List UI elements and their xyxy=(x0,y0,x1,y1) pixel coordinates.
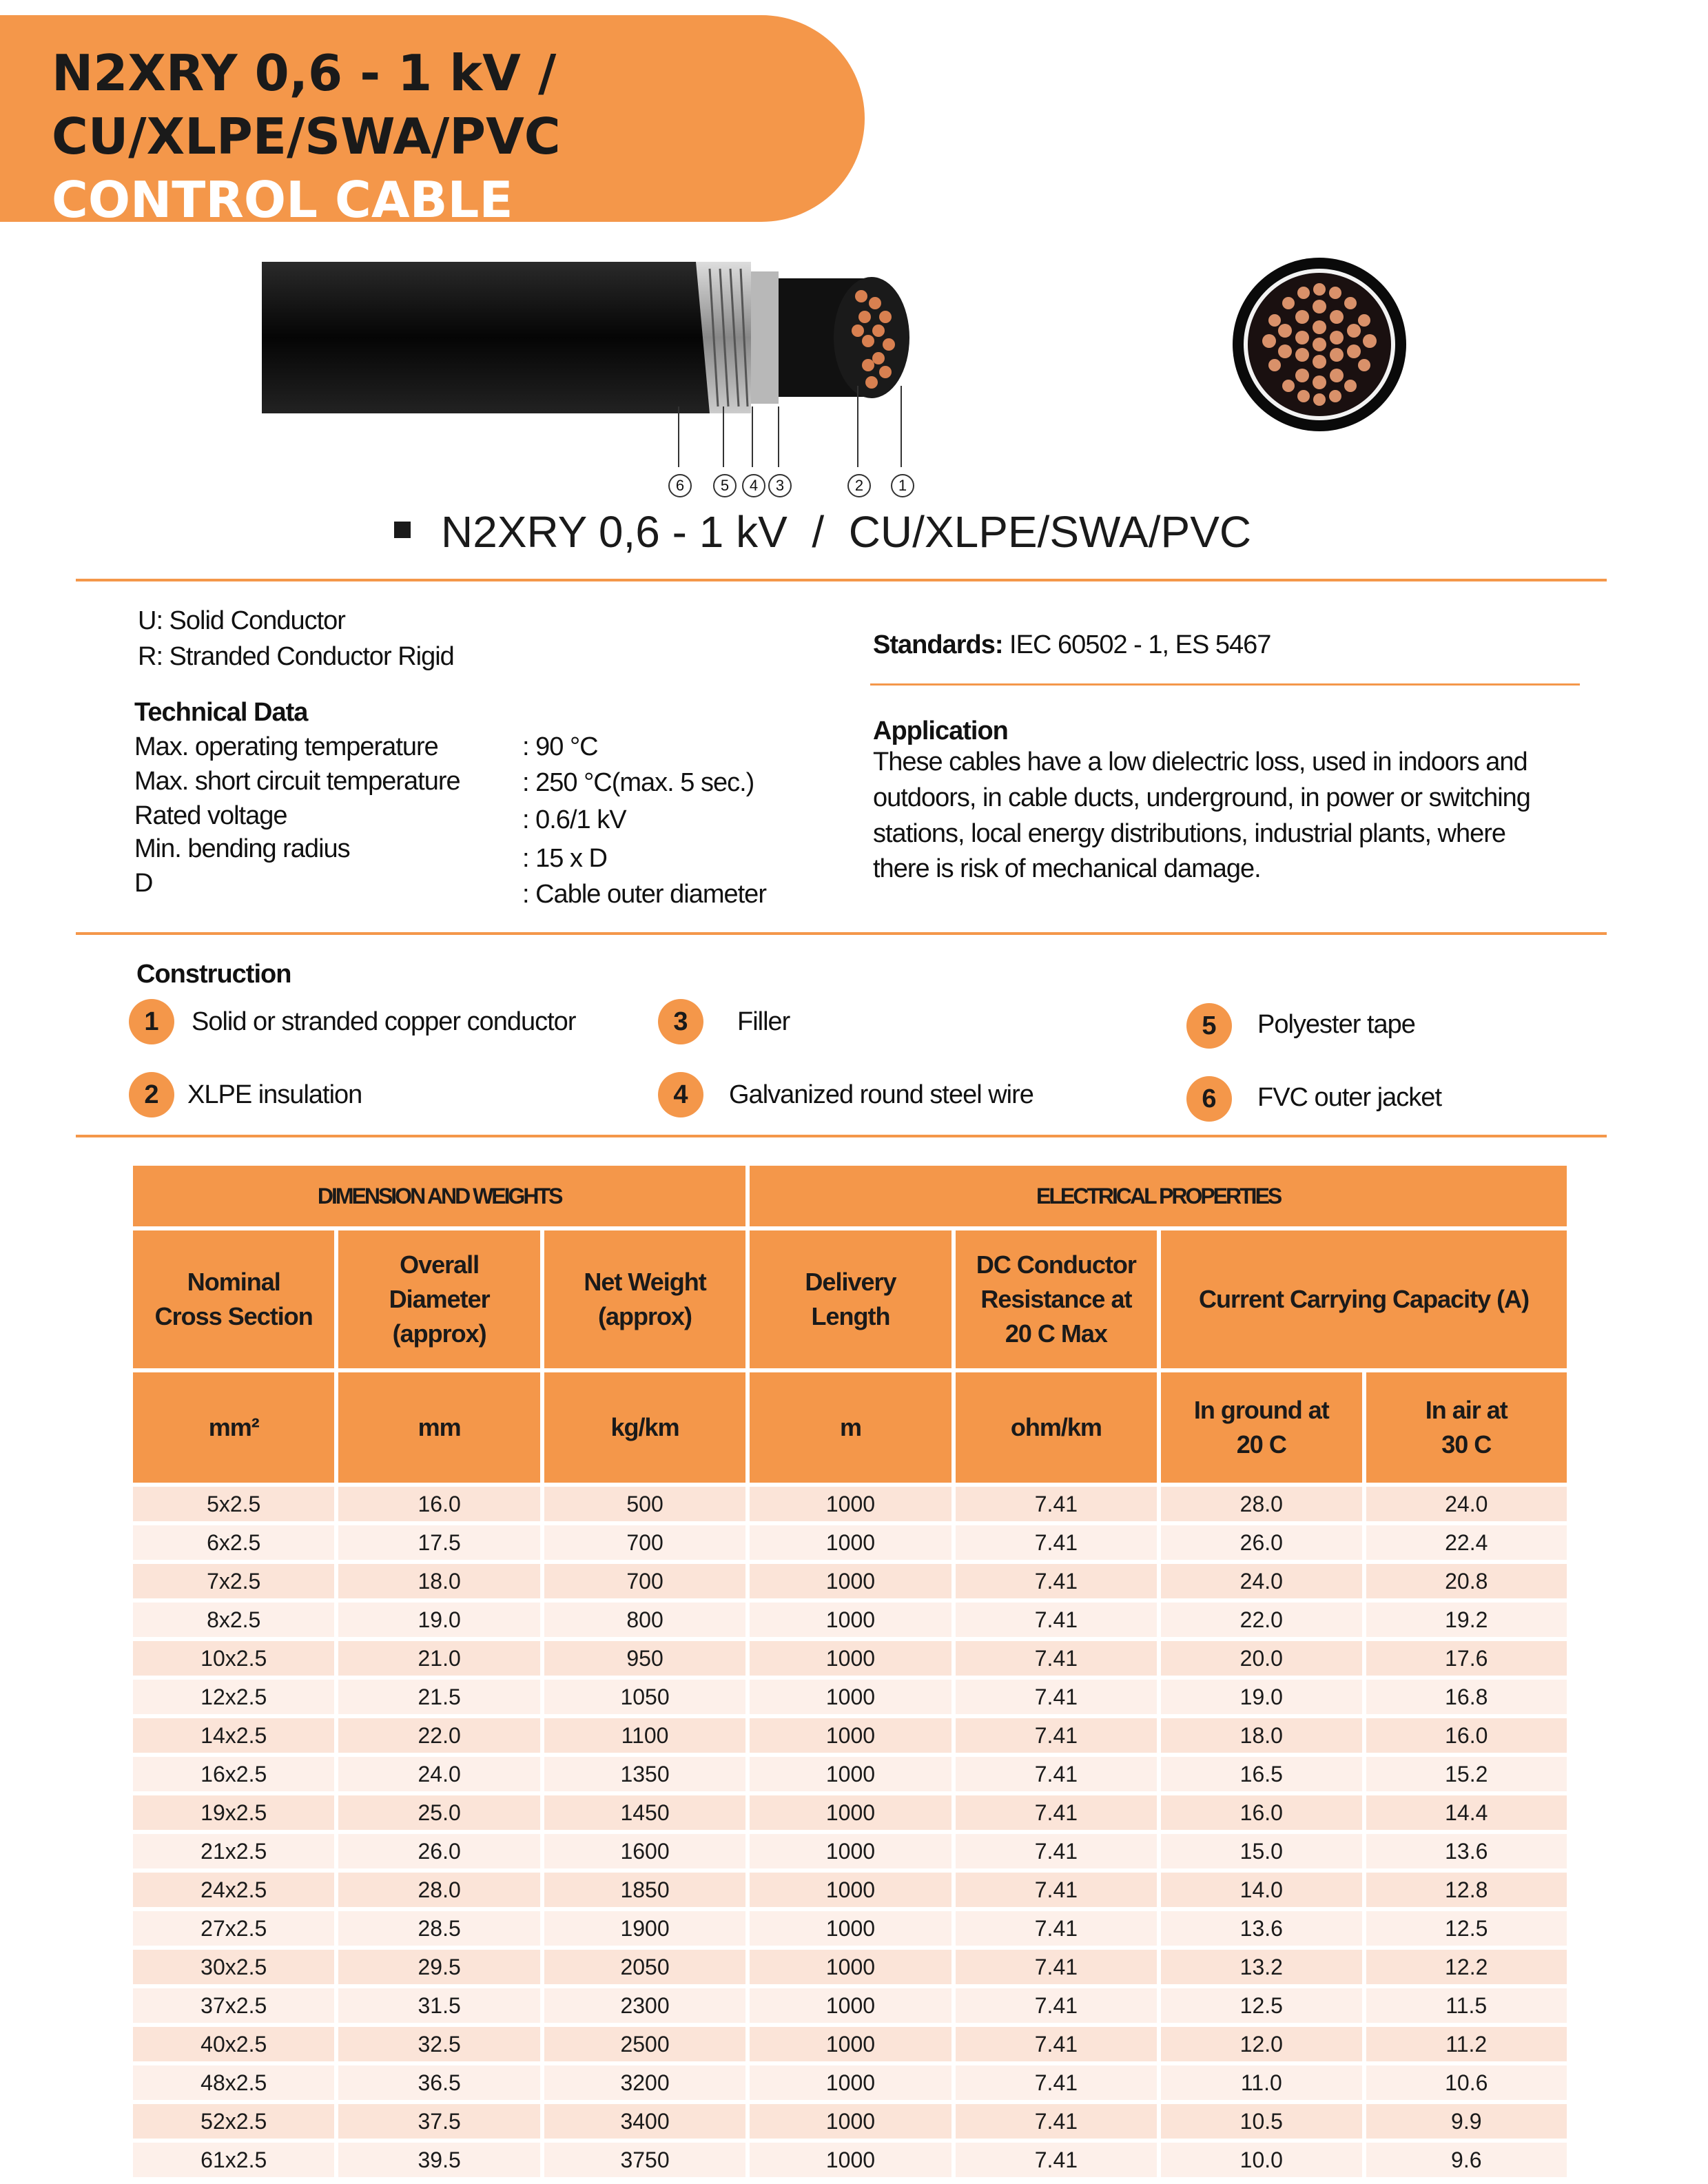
table-cell: 19x2.5 xyxy=(133,1795,334,1830)
table-cell: 28.0 xyxy=(1161,1487,1361,1521)
table-cell: 21.5 xyxy=(338,1680,539,1714)
table-cell: 1850 xyxy=(544,1873,745,1907)
table-cell: 3750 xyxy=(544,2143,745,2177)
table-cell: 3400 xyxy=(544,2104,745,2139)
table-cell: 1450 xyxy=(544,1795,745,1830)
table-cell: 8x2.5 xyxy=(133,1603,334,1637)
note-solid-conductor: U: Solid Conductor xyxy=(138,606,345,635)
table-cell: 11.2 xyxy=(1366,2027,1567,2061)
table-cell: 37x2.5 xyxy=(133,1988,334,2023)
table-cell: 16.5 xyxy=(1161,1757,1361,1791)
table-cell: 1000 xyxy=(750,1718,951,1753)
table-cell: 61x2.5 xyxy=(133,2143,334,2177)
table-cell: 12.8 xyxy=(1366,1873,1567,1907)
group-header-dimensions: DIMENSION AND WEIGHTS xyxy=(133,1166,745,1226)
table-cell: 1600 xyxy=(544,1834,745,1868)
table-cell: 1000 xyxy=(750,2104,951,2139)
application-line: stations, local energy distributions, industrial plants, where xyxy=(873,819,1506,848)
table-cell: 1000 xyxy=(750,1873,951,1907)
table-cell: 1000 xyxy=(750,1795,951,1830)
table-cell: 16.0 xyxy=(338,1487,539,1521)
table-cell: 9.9 xyxy=(1366,2104,1567,2139)
table-cell: 15.2 xyxy=(1366,1757,1567,1791)
table-cell: 1000 xyxy=(750,1564,951,1598)
table-row xyxy=(133,1757,1567,1791)
table-cell: 7.41 xyxy=(956,1641,1157,1676)
construction-item-4: Galvanized round steel wire xyxy=(729,1080,1033,1109)
table-cell: 32.5 xyxy=(338,2027,539,2061)
title-banner xyxy=(0,15,865,229)
table-cell: 20.8 xyxy=(1366,1564,1567,1598)
construction-num-1: 1 xyxy=(129,999,174,1044)
table-cell: 26.0 xyxy=(1161,1525,1361,1560)
cable-illustration xyxy=(255,248,944,496)
tech-label: Max. operating temperature xyxy=(134,732,438,761)
table-cell: 5x2.5 xyxy=(133,1487,334,1521)
table-cell: 18.0 xyxy=(338,1564,539,1598)
table-cell: 39.5 xyxy=(338,2143,539,2177)
construction-item-6: FVC outer jacket xyxy=(1257,1083,1441,1112)
table-cell: 16.8 xyxy=(1366,1680,1567,1714)
table-cell: 1000 xyxy=(750,1525,951,1560)
table-cell: 24x2.5 xyxy=(133,1873,334,1907)
application-line: there is risk of mechanical damage. xyxy=(873,854,1261,883)
table-row xyxy=(133,1834,1567,1868)
table-cell: 10.0 xyxy=(1161,2143,1361,2177)
construction-item-3: Filler xyxy=(737,1007,790,1036)
tech-label: Min. bending radius xyxy=(134,834,350,863)
table-cell: 2300 xyxy=(544,1988,745,2023)
table-cell: 17.6 xyxy=(1366,1641,1567,1676)
title-line-1: N2XRY 0,6 - 1 kV / xyxy=(52,44,557,102)
table-cell: 1000 xyxy=(750,1641,951,1676)
table-cell: 1000 xyxy=(750,1603,951,1637)
table-body xyxy=(133,1487,1567,2177)
table-cell: 2500 xyxy=(544,2027,745,2061)
note-stranded-conductor: R: Stranded Conductor Rigid xyxy=(138,642,454,671)
table-cell: 700 xyxy=(544,1564,745,1598)
divider-standards xyxy=(870,683,1580,686)
construction-item-1: Solid or stranded copper conductor xyxy=(192,1007,576,1036)
table-row xyxy=(133,1487,1567,1521)
col-header-weight: Net Weight (approx) xyxy=(544,1230,745,1368)
table-cell: 7.41 xyxy=(956,2065,1157,2100)
tech-label: D xyxy=(134,869,153,898)
table-cell: 7.41 xyxy=(956,1873,1157,1907)
construction-heading: Construction xyxy=(136,960,291,989)
table-cell: 7.41 xyxy=(956,1911,1157,1946)
table-cell: 950 xyxy=(544,1641,745,1676)
table-cell: 12x2.5 xyxy=(133,1680,334,1714)
table-cell: 7.41 xyxy=(956,1487,1157,1521)
outer-jacket xyxy=(262,262,744,413)
title-line-3: CONTROL CABLE xyxy=(52,171,513,229)
unit-mm2: mm² xyxy=(133,1372,334,1483)
table-cell: 40x2.5 xyxy=(133,2027,334,2061)
table-cell: 22.0 xyxy=(338,1718,539,1753)
col-header-current-capacity: Current Carrying Capacity (A) xyxy=(1161,1230,1567,1368)
table-cell: 10.6 xyxy=(1366,2065,1567,2100)
table-cell: 500 xyxy=(544,1487,745,1521)
tech-label: Rated voltage xyxy=(134,801,287,830)
table-row xyxy=(133,1950,1567,1984)
table-cell: 19.0 xyxy=(1161,1680,1361,1714)
tech-value: : 0.6/1 kV xyxy=(522,805,626,834)
table-cell: 16x2.5 xyxy=(133,1757,334,1791)
table-cell: 24.0 xyxy=(338,1757,539,1791)
table-cell: 31.5 xyxy=(338,1988,539,2023)
table-row xyxy=(133,1911,1567,1946)
table-cell: 7.41 xyxy=(956,1603,1157,1637)
callout-5: 5 xyxy=(713,474,737,497)
table-cell: 7.41 xyxy=(956,1795,1157,1830)
table-cell: 13.6 xyxy=(1161,1911,1361,1946)
table-row xyxy=(133,1603,1567,1637)
standards-value: IEC 60502 - 1, ES 5467 xyxy=(1002,630,1271,659)
callout-3: 3 xyxy=(768,474,792,497)
table-cell: 3200 xyxy=(544,2065,745,2100)
table-cell: 700 xyxy=(544,1525,745,1560)
table-cell: 7.41 xyxy=(956,1680,1157,1714)
specifications-table xyxy=(133,1162,1575,2181)
table-cell: 6x2.5 xyxy=(133,1525,334,1560)
product-subtitle: N2XRY 0,6 - 1 kV / CU/XLPE/SWA/PVC xyxy=(441,507,1252,557)
table-row xyxy=(133,1564,1567,1598)
table-cell: 12.5 xyxy=(1161,1988,1361,2023)
table-cell: 14.4 xyxy=(1366,1795,1567,1830)
construction-num-3: 3 xyxy=(658,999,703,1044)
table-cell: 25.0 xyxy=(338,1795,539,1830)
standards xyxy=(873,630,1270,660)
table-cell: 1000 xyxy=(750,1680,951,1714)
table-cell: 13.6 xyxy=(1366,1834,1567,1868)
table-cell: 7.41 xyxy=(956,2104,1157,2139)
table-row xyxy=(133,1680,1567,1714)
construction-num-2: 2 xyxy=(129,1072,174,1117)
table-cell: 13.2 xyxy=(1161,1950,1361,1984)
table-cell: 12.5 xyxy=(1366,1911,1567,1946)
divider-1 xyxy=(76,579,1607,581)
table-cell: 1000 xyxy=(750,1911,951,1946)
unit-ohm-km: ohm/km xyxy=(956,1372,1157,1483)
table-cell: 1350 xyxy=(544,1757,745,1791)
tech-value: : Cable outer diameter xyxy=(522,880,766,909)
tech-value: : 90 °C xyxy=(522,732,598,761)
table-cell: 1000 xyxy=(750,1757,951,1791)
table-row xyxy=(133,1641,1567,1676)
table-row xyxy=(133,1525,1567,1560)
table-cell: 48x2.5 xyxy=(133,2065,334,2100)
table-row xyxy=(133,2027,1567,2061)
group-header-electrical: ELECTRICAL PROPERTIES xyxy=(750,1166,1567,1226)
table-cell: 22.4 xyxy=(1366,1525,1567,1560)
table-cell: 14x2.5 xyxy=(133,1718,334,1753)
application-line: These cables have a low dielectric loss, used in indoors and xyxy=(873,748,1527,776)
application-heading: Application xyxy=(873,717,1008,745)
title-line-2: CU/XLPE/SWA/PVC xyxy=(52,107,561,165)
tech-value: : 15 x D xyxy=(522,844,607,873)
table-cell: 17.5 xyxy=(338,1525,539,1560)
table-cell: 19.0 xyxy=(338,1603,539,1637)
table-cell: 1900 xyxy=(544,1911,745,1946)
callout-2: 2 xyxy=(847,474,871,497)
table-cell: 20.0 xyxy=(1161,1641,1361,1676)
table-cell: 22.0 xyxy=(1161,1603,1361,1637)
table-cell: 7x2.5 xyxy=(133,1564,334,1598)
table-cell: 37.5 xyxy=(338,2104,539,2139)
table-cell: 28.0 xyxy=(338,1873,539,1907)
table-cell: 7.41 xyxy=(956,1525,1157,1560)
table-row xyxy=(133,2143,1567,2177)
table-cell: 7.41 xyxy=(956,1950,1157,1984)
callout-6: 6 xyxy=(668,474,692,497)
table-cell: 10.5 xyxy=(1161,2104,1361,2139)
table-row xyxy=(133,1718,1567,1753)
table-cell: 1000 xyxy=(750,2143,951,2177)
table-cell: 14.0 xyxy=(1161,1873,1361,1907)
table-cell: 1000 xyxy=(750,1834,951,1868)
table-cell: 24.0 xyxy=(1161,1564,1361,1598)
col-header-delivery-length: Delivery Length xyxy=(750,1230,951,1368)
table-cell: 7.41 xyxy=(956,1564,1157,1598)
table-cell: 27x2.5 xyxy=(133,1911,334,1946)
table-cell: 15.0 xyxy=(1161,1834,1361,1868)
table-cell: 18.0 xyxy=(1161,1718,1361,1753)
table-cell: 11.5 xyxy=(1366,1988,1567,2023)
tech-value: : 250 °C(max. 5 sec.) xyxy=(522,768,754,797)
table-cell: 7.41 xyxy=(956,2027,1157,2061)
table-cell: 9.6 xyxy=(1366,2143,1567,2177)
construction-item-5: Polyester tape xyxy=(1257,1010,1415,1039)
divider-2 xyxy=(76,932,1607,935)
unit-in-air: In air at 30 C xyxy=(1366,1372,1567,1483)
unit-in-ground: In ground at 20 C xyxy=(1161,1372,1361,1483)
table-cell: 12.0 xyxy=(1161,2027,1361,2061)
table-row xyxy=(133,2065,1567,2100)
col-header-cross-section: Nominal Cross Section xyxy=(133,1230,334,1368)
table-cell: 30x2.5 xyxy=(133,1950,334,1984)
construction-num-5: 5 xyxy=(1186,1003,1232,1049)
divider-3 xyxy=(76,1135,1607,1137)
table-cell: 1100 xyxy=(544,1718,745,1753)
table-cell: 28.5 xyxy=(338,1911,539,1946)
application-line: outdoors, in cable ducts, underground, in power or switching xyxy=(873,783,1530,812)
standards-label: Standards: xyxy=(873,630,1003,659)
subtitle-bullet xyxy=(394,522,411,538)
cable-cross-section xyxy=(1226,251,1412,437)
table-cell: 1000 xyxy=(750,1988,951,2023)
construction-item-2: XLPE insulation xyxy=(187,1080,362,1109)
unit-m: m xyxy=(750,1372,951,1483)
table-cell: 36.5 xyxy=(338,2065,539,2100)
table-cell: 2050 xyxy=(544,1950,745,1984)
table-cell: 16.0 xyxy=(1366,1718,1567,1753)
table-row xyxy=(133,2104,1567,2139)
table-cell: 7.41 xyxy=(956,1988,1157,2023)
polyester-tape xyxy=(751,271,779,404)
unit-kg-km: kg/km xyxy=(544,1372,745,1483)
table-cell: 21x2.5 xyxy=(133,1834,334,1868)
construction-num-4: 4 xyxy=(658,1072,703,1117)
table-cell: 800 xyxy=(544,1603,745,1637)
table-cell: 7.41 xyxy=(956,2143,1157,2177)
table-cell: 26.0 xyxy=(338,1834,539,1868)
table-cell: 11.0 xyxy=(1161,2065,1361,2100)
callout-1: 1 xyxy=(891,474,914,497)
table-cell: 24.0 xyxy=(1366,1487,1567,1521)
table-cell: 52x2.5 xyxy=(133,2104,334,2139)
tech-label: Max. short circuit temperature xyxy=(134,767,460,796)
table-cell: 29.5 xyxy=(338,1950,539,1984)
col-header-dc-resistance: DC Conductor Resistance at 20 C Max xyxy=(956,1230,1157,1368)
technical-data-heading: Technical Data xyxy=(134,698,308,727)
table-cell: 12.2 xyxy=(1366,1950,1567,1984)
table-cell: 10x2.5 xyxy=(133,1641,334,1676)
table-cell: 21.0 xyxy=(338,1641,539,1676)
table-cell: 19.2 xyxy=(1366,1603,1567,1637)
table-cell: 1050 xyxy=(544,1680,745,1714)
table-row xyxy=(133,1988,1567,2023)
construction-num-6: 6 xyxy=(1186,1076,1232,1122)
table-cell: 7.41 xyxy=(956,1718,1157,1753)
table-cell: 1000 xyxy=(750,2027,951,2061)
table-cell: 16.0 xyxy=(1161,1795,1361,1830)
table-cell: 1000 xyxy=(750,1950,951,1984)
unit-mm: mm xyxy=(338,1372,539,1483)
table-row xyxy=(133,1795,1567,1830)
table-cell: 1000 xyxy=(750,1487,951,1521)
col-header-diameter: Overall Diameter (approx) xyxy=(338,1230,539,1368)
table-cell: 7.41 xyxy=(956,1757,1157,1791)
table-cell: 7.41 xyxy=(956,1834,1157,1868)
table-row xyxy=(133,1873,1567,1907)
callout-4: 4 xyxy=(742,474,765,497)
table-cell: 1000 xyxy=(750,2065,951,2100)
